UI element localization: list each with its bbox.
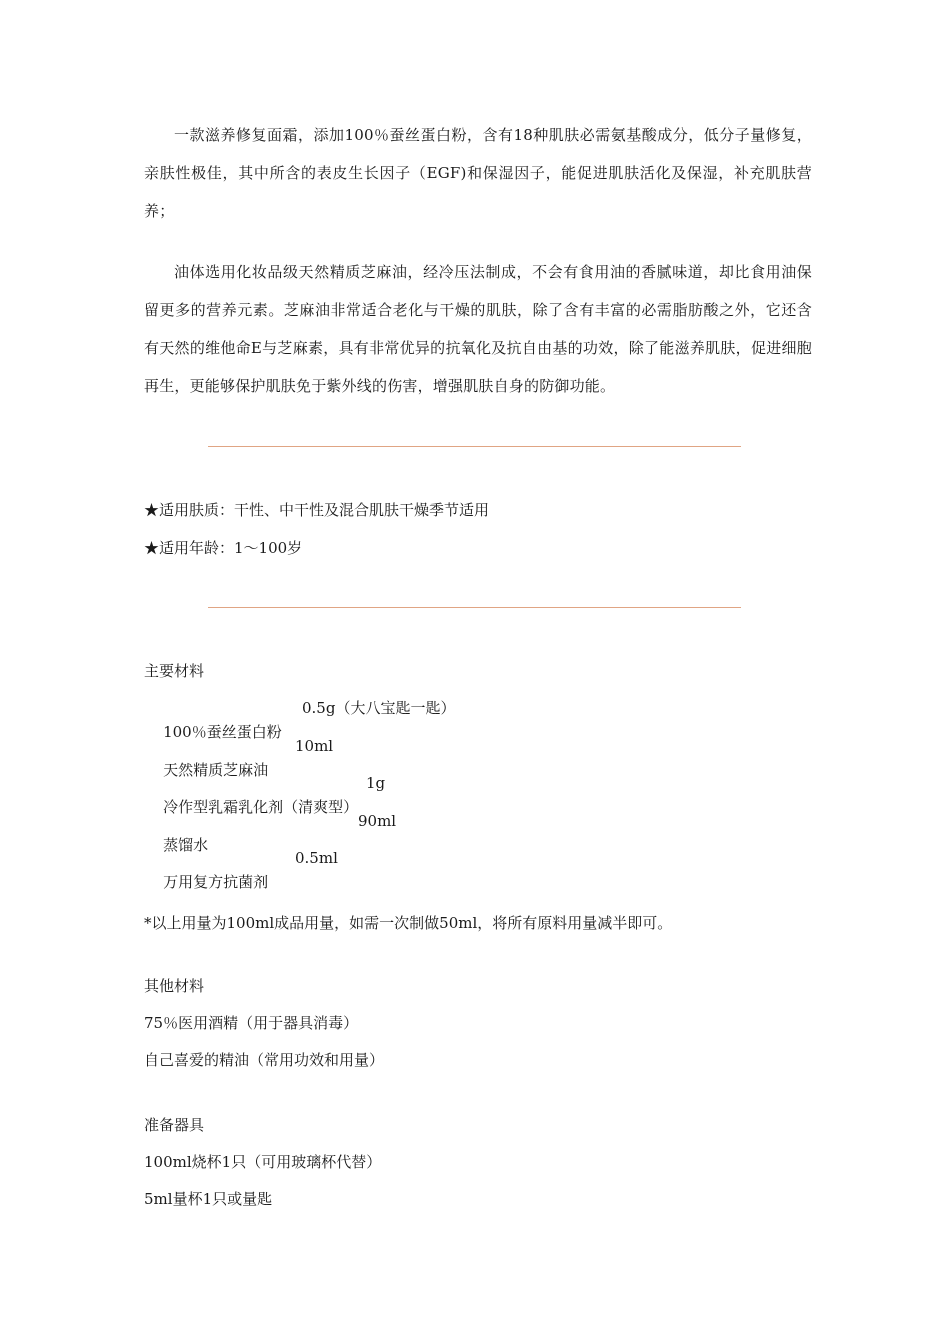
intro-paragraph-1: 一款滋养修复面霜，添加100％蚕丝蛋白粉，含有18种肌肤必需氨基酸成分，低分子量修复，亲肤性极佳，其中所含的表皮生长因子（EGF)和保湿因子，能促进肌肤活化及保湿，补充肌肤营养； — [144, 126, 812, 220]
material-name: 冷作型乳霜乳化剂（清爽型） — [163, 798, 359, 816]
material-amount: 90ml — [358, 812, 397, 830]
material-name: 蒸馏水 — [163, 836, 209, 854]
equipment-item: 100ml烧杯1只（可用玻璃杯代替） — [144, 1153, 382, 1171]
material-name: 万用复方抗菌剂 — [163, 873, 269, 891]
section-divider — [208, 446, 741, 447]
material-name: 100％蚕丝蛋白粉 — [163, 723, 282, 741]
skin-type-line: ★适用肤质：干性、中干性及混合肌肤干燥季节适用 — [144, 501, 490, 519]
material-name: 天然精质芝麻油 — [163, 761, 269, 779]
quantity-note: *以上用量为100ml成品用量，如需一次制做50ml，将所有原料用量减半即可。 — [144, 914, 673, 932]
material-row — [144, 809, 644, 854]
other-materials-heading: 其他材料 — [144, 977, 205, 995]
equipment-heading: 准备器具 — [144, 1116, 205, 1134]
material-amount: 1g — [366, 774, 386, 792]
material-row — [144, 846, 644, 891]
equipment-item: 5ml量杯1只或量匙 — [144, 1190, 273, 1208]
material-row — [144, 696, 644, 741]
material-amount: 10ml — [295, 737, 334, 755]
other-material-item: 自己喜爱的精油（常用功效和用量） — [144, 1051, 385, 1069]
other-material-item: 75％医用酒精（用于器具消毒） — [144, 1014, 359, 1032]
material-amount: 0.5ml — [295, 849, 338, 867]
intro-paragraph-2: 油体选用化妆品级天然精质芝麻油，经冷压法制成，不会有食用油的香腻味道，却比食用油保留更多的营养元素。芝麻油非常适合老化与干燥的肌肤，除了含有丰富的必需脂肪酸之外，它还含有天然的维他命E与芝麻素，具有非常优异的抗氧化及抗自由基的功效，除了能滋养肌肤，促进细胞再生，更能够保护肌肤免于紫外线的伤害，增强肌肤自身的防御功能。 — [144, 263, 812, 395]
material-amount: 0.5g（大八宝匙一匙） — [302, 699, 456, 717]
material-row — [144, 734, 644, 779]
age-line: ★适用年龄：1～100岁 — [144, 539, 303, 557]
main-materials-heading: 主要材料 — [144, 662, 205, 680]
material-row — [144, 771, 644, 816]
section-divider — [208, 607, 741, 608]
